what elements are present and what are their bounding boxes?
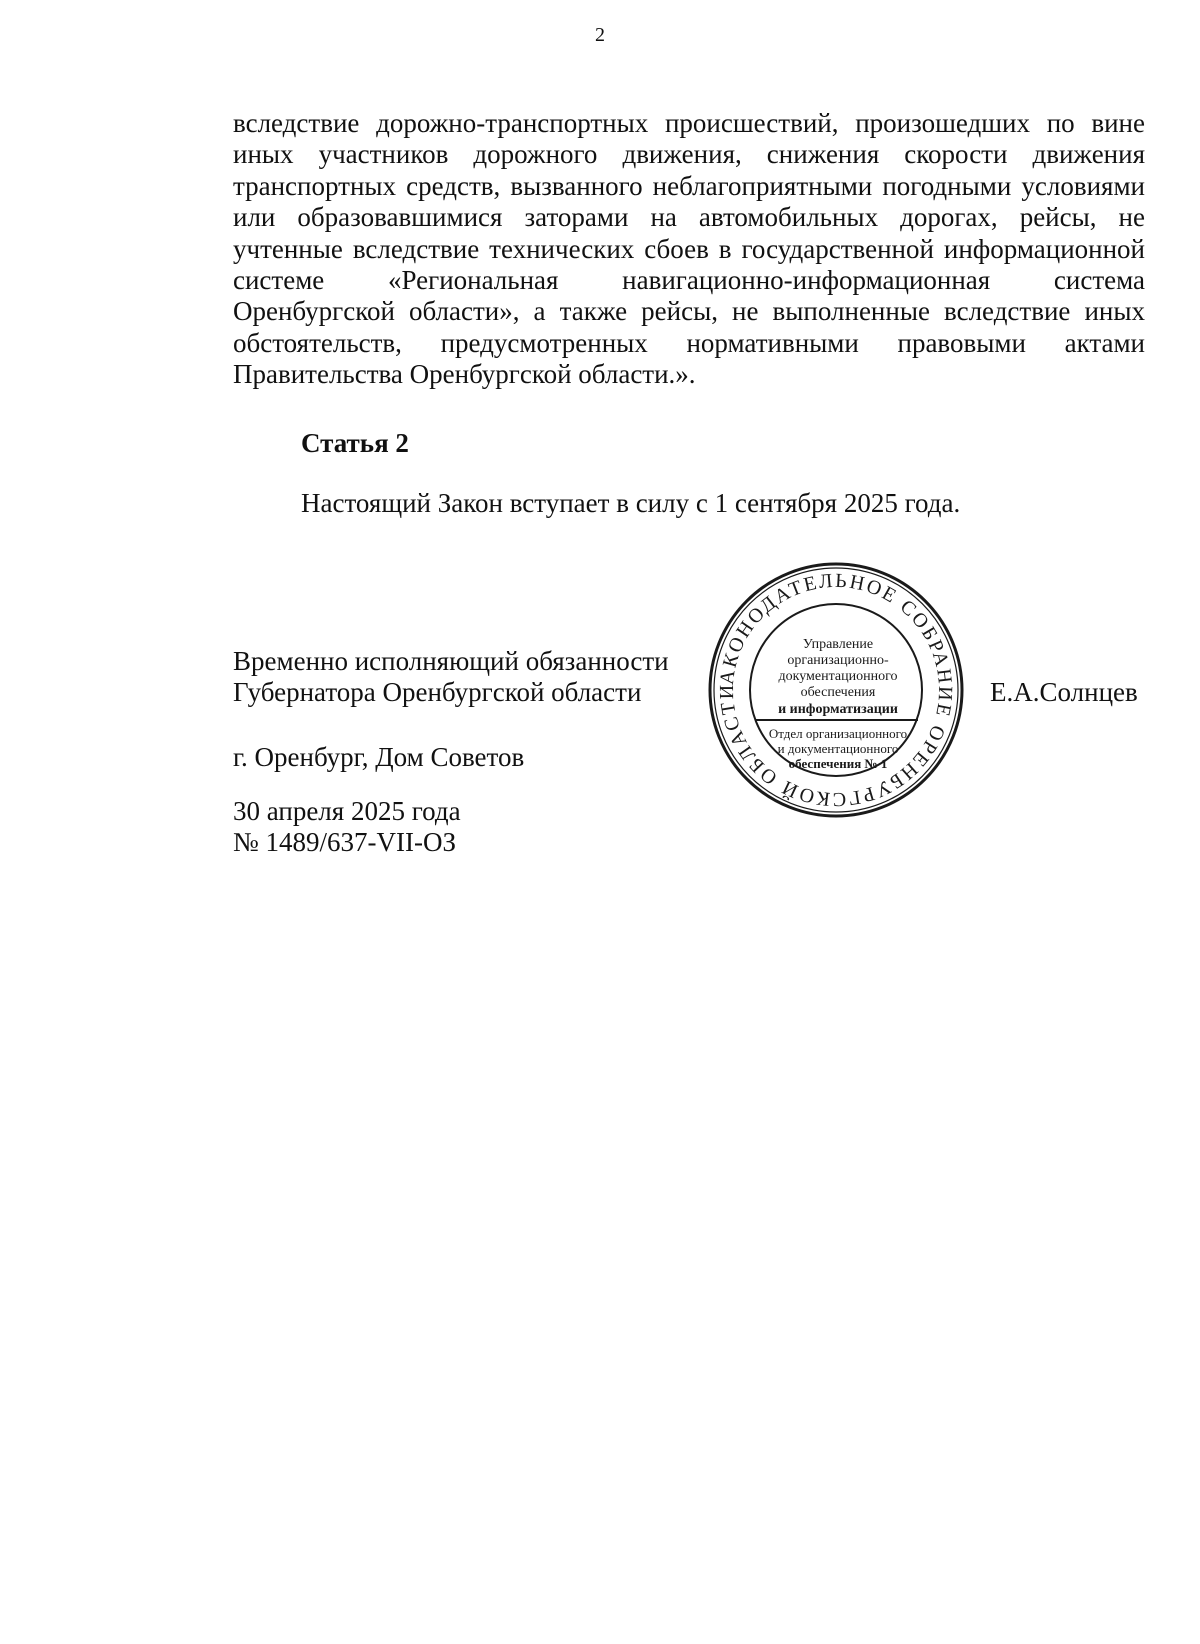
body-line: Правительства Оренбургской области.».	[233, 359, 696, 390]
body-line: системе «Региональная навигационно-информационная система	[233, 265, 1145, 296]
place-of-signing: г. Оренбург, Дом Советов	[233, 742, 525, 772]
body-line: учтенные вследствие технических сбоев в государственной информационной	[233, 233, 1145, 264]
seal-graphic	[706, 560, 966, 820]
body-line: иных участников дорожного движения, снижения скорости движения	[233, 139, 1145, 170]
article-title: Статья 2	[301, 428, 409, 458]
document-date: 30 апреля 2025 года	[233, 796, 461, 826]
article-text: Настоящий Закон вступает в силу с 1 сентября 2025 года.	[301, 488, 961, 518]
seal-inner-line: Управление	[802, 637, 874, 652]
document-number: № 1489/637-VII-ОЗ	[233, 827, 457, 858]
page-number: 2	[595, 24, 605, 46]
seal-inner-line: организационно-	[787, 653, 889, 668]
signatory-position	[233, 646, 669, 709]
seal-inner-line: и информатизации	[778, 702, 898, 717]
body-line: Оренбургской области», а также рейсы, не выполненные вследствие иных	[233, 296, 1145, 327]
seal-sub-line: и документационного	[777, 741, 899, 756]
official-seal	[706, 560, 966, 820]
body-line: вследствие дорожно-транспортных происшествий, произошедших по вине	[233, 108, 1145, 138]
seal-sub-line: Отдел организационного	[768, 726, 908, 741]
body-line: транспортных средств, вызванного неблагоприятными погодными условиями	[233, 170, 1145, 201]
seal-inner-line: обеспечения	[800, 685, 876, 700]
body-line: обстоятельств, предусмотренных нормативными правовыми актами	[233, 327, 1145, 358]
seal-inner-line: документационного	[778, 669, 898, 684]
signatory-position-line: Губернатора Оренбургской области	[233, 677, 642, 708]
seal-ring-textpath: АКОНОДАТЕЛЬНОЕ СОБРАНИЕ ОРЕНБУРГСКОЙ ОБЛАСТИ	[715, 569, 957, 811]
seal-sub-line: обеспечения № 1	[788, 756, 888, 771]
body-text	[233, 108, 1145, 391]
body-line: или образовавшимися заторами на автомобильных дорогах, рейсы, не	[233, 202, 1145, 233]
date-block	[233, 796, 461, 859]
signatory-name: Е.А.Солнцев	[990, 677, 1138, 707]
signatory-position-line: Временно исполняющий обязанности	[233, 646, 669, 676]
